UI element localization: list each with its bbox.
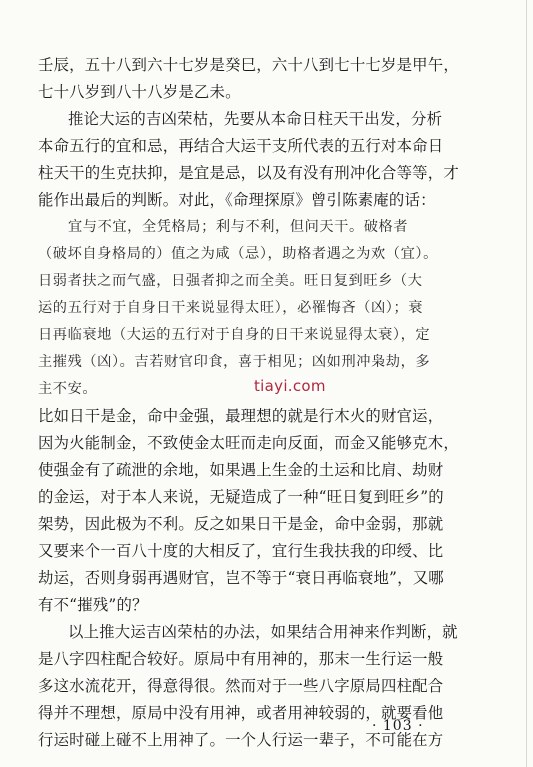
paragraph-3	[38, 403, 474, 619]
page-number: · 103 ·	[372, 718, 424, 734]
text-line: 劫运，否则身弱再遇财官，岂不等于“衰日再临衰地”，又哪	[38, 569, 444, 587]
block-quote	[38, 214, 474, 403]
paragraph-1	[38, 52, 474, 106]
page-edge-divider	[526, 0, 527, 767]
text-line: 本命五行的宜和忌，再结合大运干支所代表的五行对本命日	[38, 137, 444, 155]
text-line: 有不“摧残”的？	[38, 596, 148, 614]
paragraph-2	[38, 106, 474, 214]
quote-line: （破坏自身格局的）值之为咸（忌），助格者遇之为欢（宜）。	[38, 246, 438, 262]
quote-line: 运的五行对于自身日干来说显得太旺），必罹悔吝（凶）；衰	[38, 300, 424, 316]
quote-line: 主不安。	[38, 381, 98, 397]
text-line: 比如日干是金，命中金强，最理想的就是行木火的财官运，	[38, 407, 444, 425]
text-line: 又要来个一百八十度的大相反了，宜行生我扶我的印绶、比	[38, 542, 444, 560]
text-line: 是八字四柱配合较好。原局中有用神的，那末一生行运一般	[38, 650, 444, 668]
text-line: 多这水流花开，得意得很。然而对于一些八字原局四柱配合	[38, 677, 444, 695]
text-line: 壬辰，五十八到六十七岁是癸巳，六十八到七十七岁是甲午，	[38, 56, 459, 74]
text-line: 行运时碰上碰不上用神了。一个人行运一辈子，不可能在方	[38, 731, 444, 749]
text-line: 使强金有了疏泄的余地，如果遇上生金的土运和比肩、劫财	[38, 461, 444, 479]
quote-line: 日再临衰地（大运的五行对于自身的日干来说显得太衰），定	[38, 327, 431, 343]
watermark: tiayi.com	[254, 377, 326, 395]
text-line: 柱天干的生克扶抑，是宜是忌，以及有没有刑冲化合等等，才	[38, 164, 459, 182]
text-line: 的金运，对于本人来说，无疑造成了一种“旺日复到旺乡”的	[38, 488, 444, 506]
text-line: 推论大运的吉凶荣枯，先要从本命日柱天干出发，分析	[68, 110, 443, 128]
text-line: 因为火能制金，不致使金太旺而走向反面，而金又能够克木，	[38, 434, 459, 452]
quote-line: 主摧残（凶）。吉若财官印食，喜于相见；凶如刑冲枭劫，多	[38, 354, 431, 370]
quote-line: 日弱者扶之而气盛，日强者抑之而全美。旺日复到旺乡（大	[38, 273, 423, 289]
quote-line: 宜与不宜，全凭格局；利与不利，但问天干。破格者	[68, 219, 409, 235]
body-text	[38, 52, 474, 754]
text-line: 以上推大运吉凶荣枯的办法，如果结合用神来作判断，就	[68, 623, 458, 641]
text-line: 得并不理想，原局中没有用神，或者用神较弱的，就要看他	[38, 704, 444, 722]
text-line: 七十八岁到八十八岁是乙未。	[38, 83, 241, 101]
text-line: 能作出最后的判断。对此，《命理探原》曾引陈素庵的话：	[38, 191, 436, 209]
text-line: 架势，因此极为不利。反之如果日干是金，命中金弱，那就	[38, 515, 444, 533]
